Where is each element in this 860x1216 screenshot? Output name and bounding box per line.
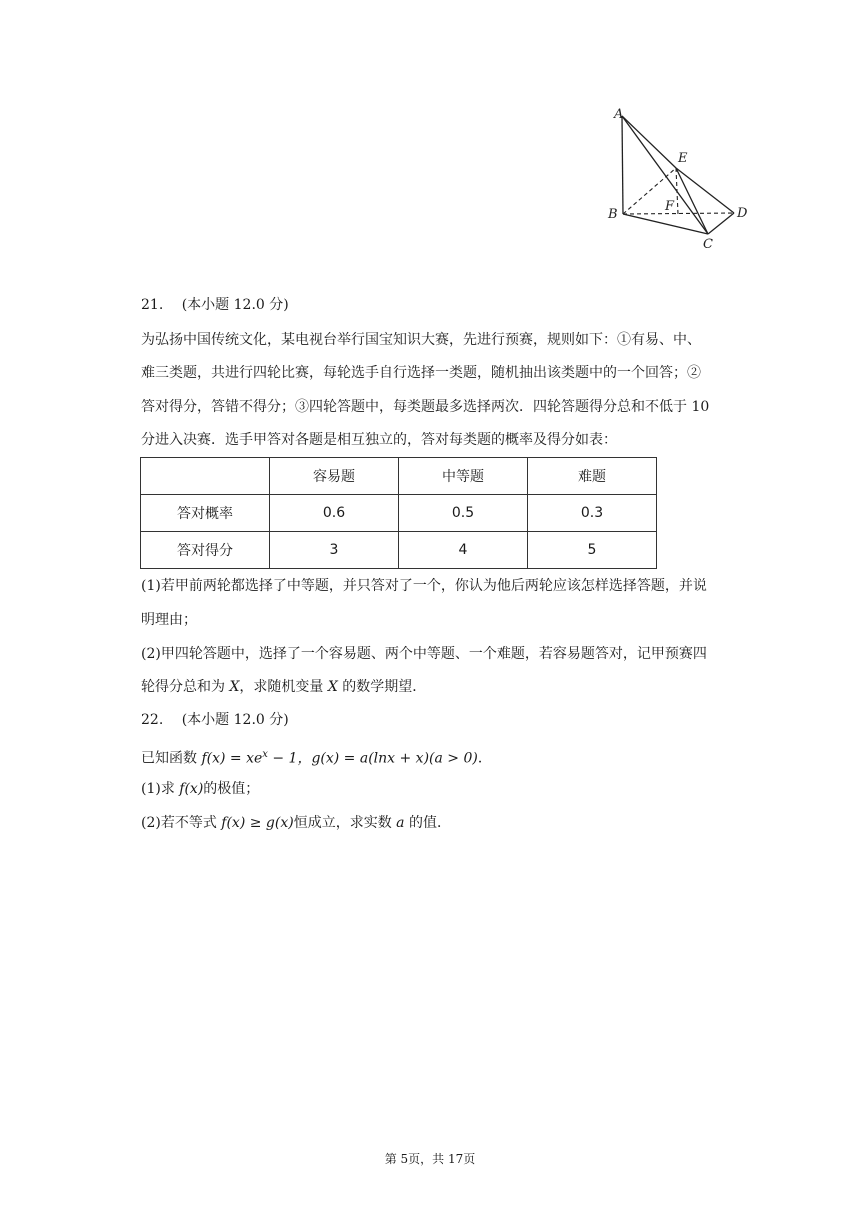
table-cell: 答对概率 [141,495,270,532]
label-E: E [678,151,688,166]
table-cell: 4 [399,532,528,569]
table-row [141,495,657,532]
label-C: C [703,237,713,252]
q21-part1-line-2: 明理由； [141,612,197,628]
q22-header: 22. (本小题 12.0 分) [141,712,289,728]
q21-part2-line-2 [141,677,761,697]
table-cell: 答对得分 [141,532,270,569]
table-cell: 3 [270,532,399,569]
page-footer: 第 5页，共 17页 [384,1152,476,1166]
q21-part1-line-1: (1)若甲前两轮都选择了中等题，并只答对了一个，你认为他后两轮应该怎样选择答题，并说 [141,578,707,594]
text-segment: 的数学期望． [337,679,427,695]
math-expression: f(x) [179,781,204,797]
table-row [141,532,657,569]
math-exponent: x [262,749,268,760]
table-header-cell: 难题 [528,458,657,495]
math-variable: X [229,679,240,695]
q22-part1 [141,779,761,799]
table-cell: 5 [528,532,657,569]
label-B: B [608,207,618,222]
text-segment: ． [477,750,492,767]
math-variable: X [327,679,338,695]
table-header-cell: 中等题 [399,458,528,495]
q21-header: 21. (本小题 12.0 分) [141,297,289,313]
text-segment: (2)若不等式 [141,815,222,831]
math-expression: f(x) ≥ g(x) [221,815,294,831]
text-segment: 已知函数 [141,750,202,767]
table-cell: 0.6 [270,495,399,532]
table-cell: 0.5 [399,495,528,532]
text-segment: ，求随机变量 [239,679,328,695]
q22-part2 [141,813,761,833]
score-table [140,457,657,569]
table-header-row [141,458,657,495]
math-expression: f(x) = xe [201,750,263,767]
q21-part2-line-1: (2)甲四轮答题中，选择了一个容易题、两个中等题、一个难题，若容易题答对，记甲预赛四 [141,646,707,662]
text-segment: 轮得分总和为 [141,679,230,695]
q21-text-line-2: 难三类题，共进行四轮比赛，每轮选手自行选择一类题，随机抽出该类题中的一个回答；② [141,365,701,381]
label-D: D [737,206,748,221]
table-header-cell [141,458,270,495]
label-F: F [665,199,675,214]
text-segment: 的值． [404,815,451,831]
q22-given [141,745,761,769]
q21-text-line-4: 分进入决赛．选手甲答对各题是相互独立的，答对每类题的概率及得分如表： [141,432,617,448]
q21-text-line-3: 答对得分，答错不得分；③四轮答题中，每类题最多选择两次．四轮答题得分总和不低于 10 [141,399,710,415]
q21-text-line-1: 为弘扬中国传统文化，某电视台举行国宝知识大赛，先进行预赛，规则如下：①有易、中、 [141,332,701,348]
label-A: A [614,107,624,122]
math-expression: − 1，g(x) = a(lnx + x)(a > 0) [267,750,478,767]
text-segment: 的极值； [203,781,260,797]
table-header-cell: 容易题 [270,458,399,495]
table-cell: 0.3 [528,495,657,532]
text-segment: (1)求 [141,781,180,797]
geometry-figure [598,104,758,254]
math-variable: a [396,815,405,831]
text-segment: 恒成立，求实数 [293,815,397,831]
